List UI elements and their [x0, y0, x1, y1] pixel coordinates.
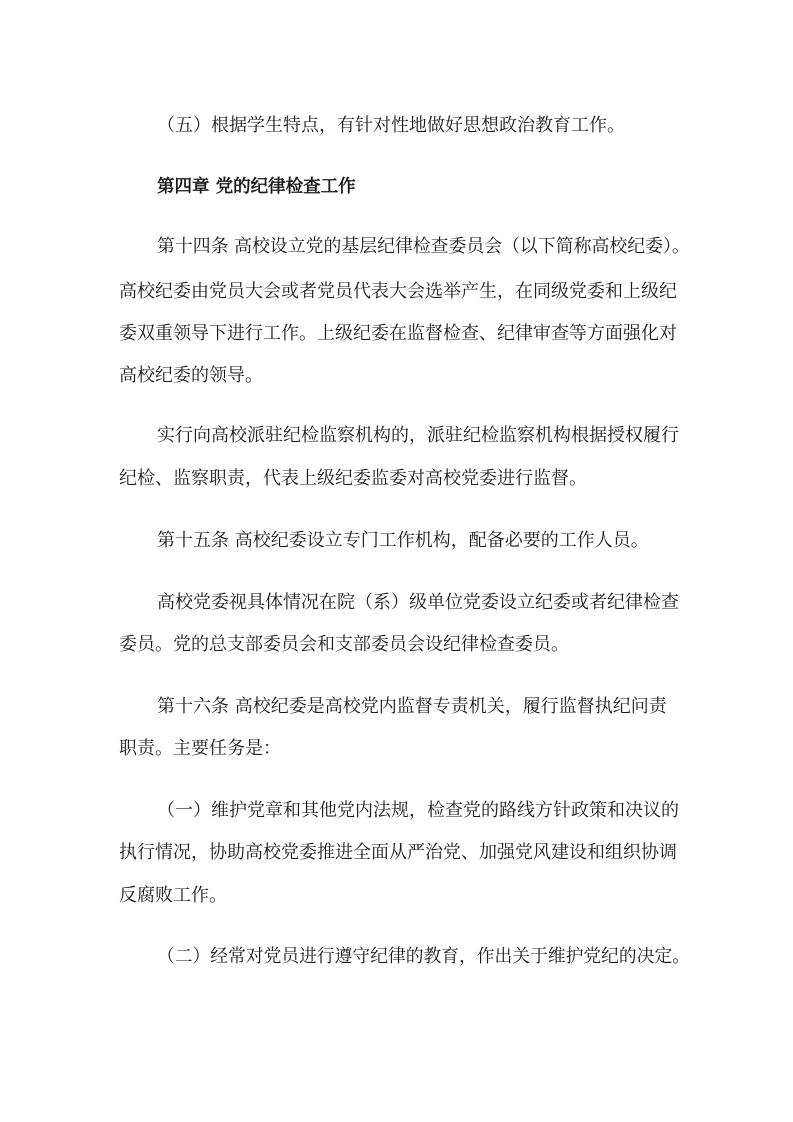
paragraph-line: 高校党委视具体情况在院（系）级单位党委设立纪委或者纪律检查 — [157, 592, 679, 613]
paragraph-line: 委员。党的总支部委员会和支部委员会设纪律检查委员。 — [119, 634, 569, 655]
paragraph-line: 高校纪委的领导。 — [119, 365, 263, 386]
paragraph-line: 高校纪委由党员大会或者党员代表大会选举产生，在同级党委和上级纪 — [119, 281, 677, 302]
paragraph-line: 纪检、监察职责，代表上级纪委监委对高校党委进行监督。 — [119, 468, 587, 489]
paragraph-line: 第十四条 高校设立党的基层纪律检查委员会（以下简称高校纪委）。 — [157, 236, 690, 257]
paragraph-line: 执行情况，协助高校党委推进全面从严治党、加强党风建设和组织协调 — [119, 842, 677, 863]
paragraph-line: （二）经常对党员进行遵守纪律的教育，作出关于维护党纪的决定。 — [157, 946, 690, 967]
chapter-heading: 第四章 党的纪律检查工作 — [157, 177, 356, 197]
paragraph-line: 职责。主要任务是： — [119, 738, 281, 759]
paragraph-line: 第十五条 高校纪委设立专门工作机构，配备必要的工作人员。 — [157, 530, 649, 551]
paragraph-line: （一）维护党章和其他党内法规，检查党的路线方针政策和决议的 — [157, 800, 679, 821]
paragraph-line: （五）根据学生特点，有针对性地做好思想政治教育工作。 — [157, 115, 625, 136]
paragraph-line: 实行向高校派驻纪检监察机构的，派驻纪检监察机构根据授权履行 — [157, 425, 679, 446]
paragraph-line: 委双重领导下进行工作。上级纪委在监督检查、纪律审查等方面强化对 — [119, 323, 677, 344]
paragraph-line: 第十六条 高校纪委是高校党内监督专责机关，履行监督执纪问责 — [157, 696, 667, 717]
paragraph-line: 反腐败工作。 — [119, 885, 227, 906]
